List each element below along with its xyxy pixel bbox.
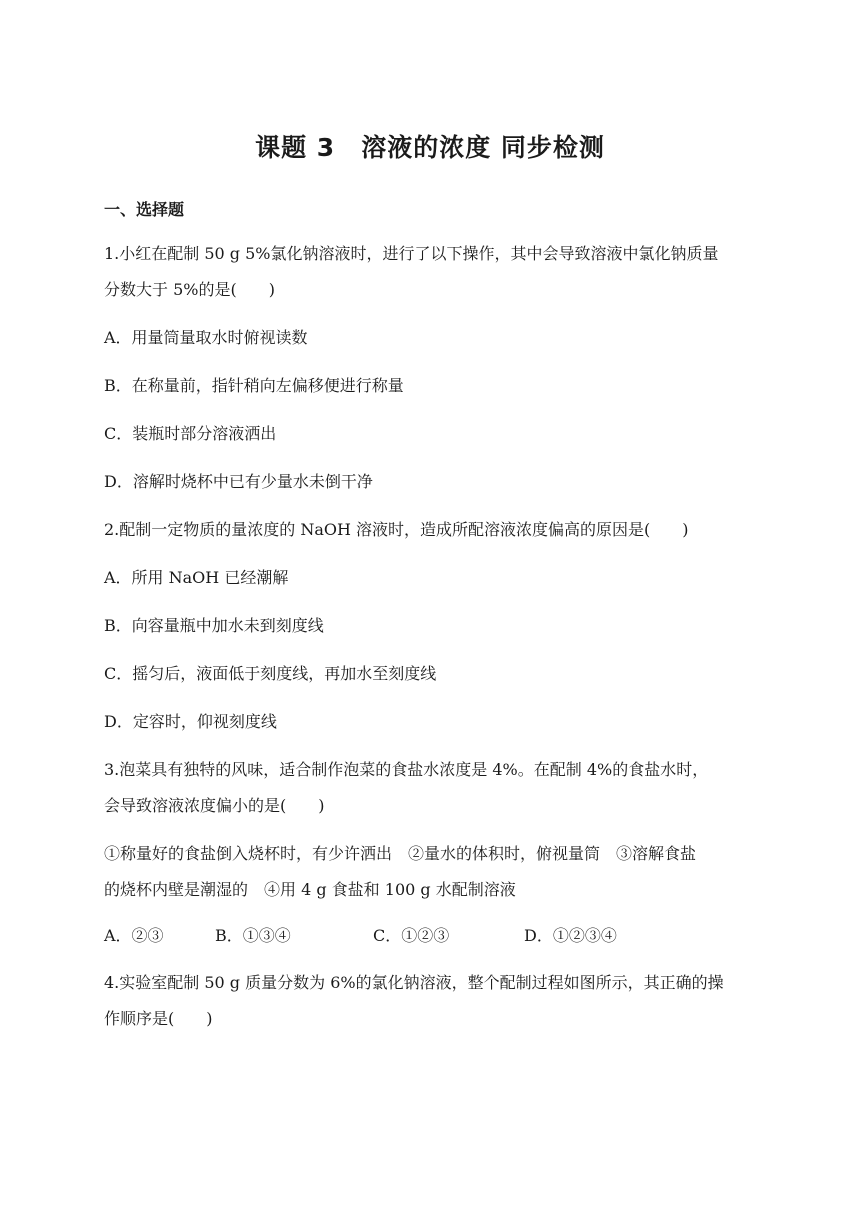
q3-stem-line1: 3.泡菜具有独特的风味，适合制作泡菜的食盐水浓度是 4%。在配制 4%的食盐水时， [104, 760, 709, 779]
q3-items-line1: ①称量好的食盐倒入烧杯时，有少许洒出 ②量水的体积时，俯视量筒 ③溶解食盐 [104, 844, 697, 863]
q3-option-d: D．①②③④ [524, 926, 617, 945]
q1-stem-line1: 1.小红在配制 50 g 5%氯化钠溶液时，进行了以下操作，其中会导致溶液中氯化钠质量 [104, 244, 719, 263]
q2-option-a: A．所用 NaOH 已经潮解 [104, 568, 289, 587]
section-heading: 一、选择题 [104, 200, 185, 219]
q2-option-c: C．摇匀后，液面低于刻度线，再加水至刻度线 [104, 664, 437, 683]
q4-stem-line1: 4.实验室配制 50 g 质量分数为 6%的氯化钠溶液，整个配制过程如图所示，其正确的操 [104, 973, 724, 992]
q3-stem-line2: 会导致溶液浓度偏小的是( ) [104, 796, 325, 815]
q3-option-a: A．②③ [104, 926, 164, 945]
q1-stem-line2: 分数大于 5%的是( ) [104, 280, 275, 299]
q2-option-d: D．定容时，仰视刻度线 [104, 712, 277, 731]
q4-stem-line2: 作顺序是( ) [104, 1009, 213, 1028]
q2-option-b: B．向容量瓶中加水未到刻度线 [104, 616, 324, 635]
q3-option-c: C．①②③ [373, 926, 450, 945]
q1-option-a: A．用量筒量取水时俯视读数 [104, 328, 308, 347]
q3-items-line2: 的烧杯内壁是潮湿的 ④用 4 g 食盐和 100 g 水配制溶液 [104, 880, 516, 899]
q1-option-b: B．在称量前，指针稍向左偏移便进行称量 [104, 376, 404, 395]
page-title: 课题 3 溶液的浓度 同步检测 [255, 133, 605, 162]
q1-option-c: C．装瓶时部分溶液洒出 [104, 424, 277, 443]
q3-option-b: B．①③④ [215, 926, 291, 945]
q1-option-d: D．溶解时烧杯中已有少量水未倒干净 [104, 472, 373, 491]
q2-stem-line1: 2.配制一定物质的量浓度的 NaOH 溶液时，造成所配溶液浓度偏高的原因是( ) [104, 520, 689, 539]
